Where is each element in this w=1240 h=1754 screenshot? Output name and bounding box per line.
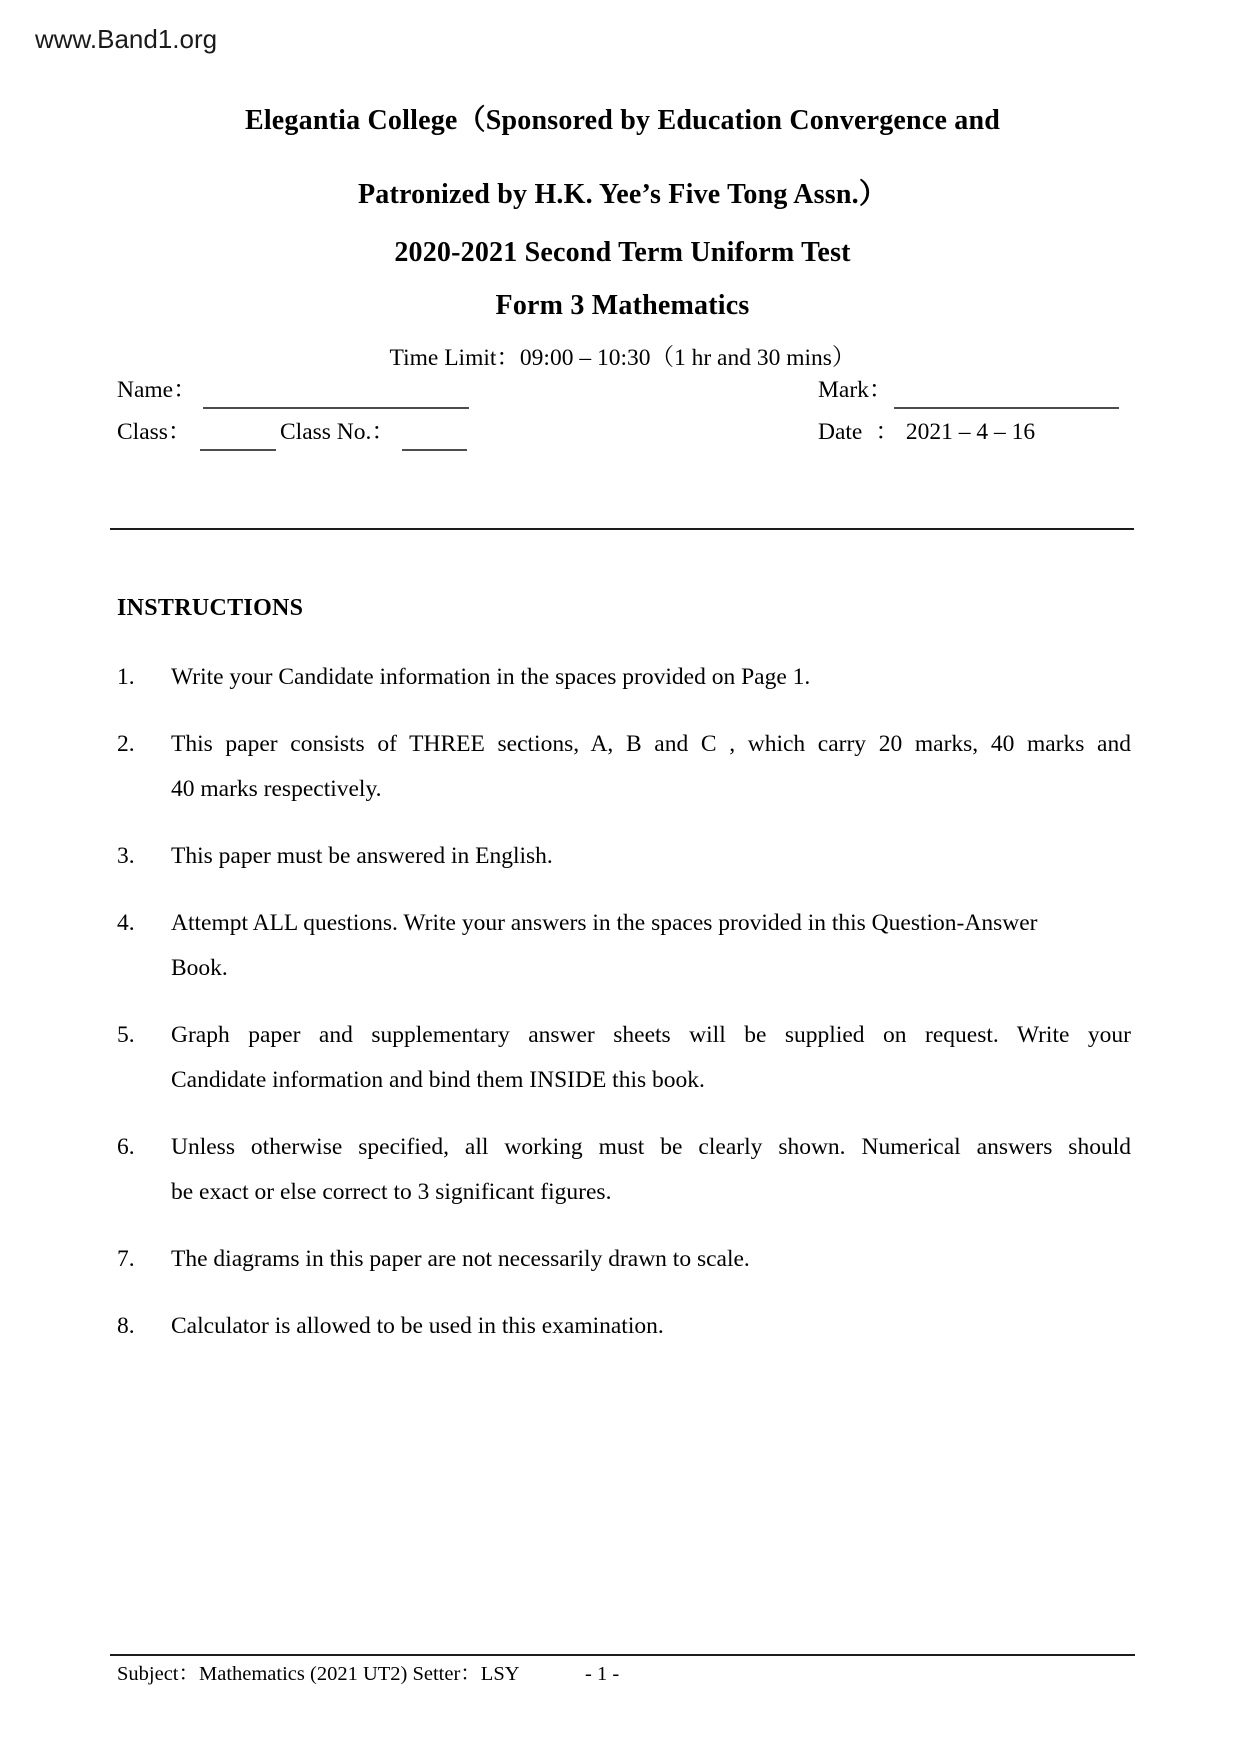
name-field-label: Name：: [117, 377, 197, 403]
watermark-text: www.Band1.org: [35, 24, 218, 54]
instruction-item: [117, 1237, 1131, 1282]
instruction-text: [171, 655, 1131, 700]
instruction-line: Book.: [171, 955, 228, 981]
instruction-text: [171, 901, 1131, 991]
exam-title: 2020-2021 Second Term Uniform Test: [394, 237, 851, 268]
instruction-text: [171, 1237, 1131, 1282]
class-no-blank-line: [402, 423, 467, 451]
instruction-item: [117, 722, 1131, 812]
instruction-line: be exact or else correct to 3 significant figures.: [171, 1179, 612, 1205]
instruction-item: [117, 1013, 1131, 1103]
footer-divider-rule: [110, 1654, 1135, 1656]
date-value: 2021 – 4 – 16: [905, 419, 1036, 445]
instruction-line: Calculator is allowed to be used in this examination.: [171, 1313, 664, 1339]
instruction-number: 4.: [117, 910, 135, 936]
instruction-number: 7.: [117, 1246, 135, 1272]
instruction-number: 1.: [117, 664, 135, 690]
date-field-label: Date: [818, 419, 863, 445]
instruction-line: Unless otherwise specified, all working must be clearly shown. Numerical answers should: [171, 1134, 1131, 1160]
instruction-text: [171, 1125, 1131, 1215]
mark-field-label: Mark：: [818, 377, 893, 403]
instruction-item: [117, 655, 1131, 700]
mark-blank-line: [894, 381, 1119, 409]
instruction-item: [117, 834, 1131, 879]
instruction-number: 6.: [117, 1134, 135, 1160]
subject-title: Form 3 Mathematics: [495, 290, 750, 321]
instruction-line: Graph paper and supplementary answer sheets will be supplied on request. Write your: [171, 1022, 1131, 1048]
class-no-field-label: Class No.：: [280, 419, 395, 445]
footer-subject-setter: Subject：Mathematics (2021 UT2) Setter：LSY: [117, 1663, 520, 1685]
class-blank-line: [200, 423, 276, 451]
instruction-number: 8.: [117, 1313, 135, 1339]
footer-page-number: - 1 -: [585, 1663, 620, 1685]
date-field: [818, 418, 1035, 446]
instruction-number: 5.: [117, 1022, 135, 1048]
instructions-heading: INSTRUCTIONS: [117, 595, 304, 621]
instruction-number: 2.: [117, 731, 135, 757]
instruction-line: Candidate information and bind them INSIDE this book.: [171, 1067, 705, 1093]
instruction-line: Write your Candidate information in the spaces provided on Page 1.: [171, 664, 811, 690]
name-blank-line: [203, 381, 469, 409]
instruction-item: [117, 1304, 1131, 1349]
instruction-item: [117, 901, 1131, 991]
school-title-line2: Patronized by H.K. Yee’s Five Tong Assn.）: [357, 179, 888, 210]
instruction-line: The diagrams in this paper are not necessarily drawn to scale.: [171, 1246, 750, 1272]
instruction-text: [171, 722, 1131, 812]
instruction-line: 40 marks respectively.: [171, 776, 382, 802]
instruction-line: This paper must be answered in English.: [171, 843, 553, 869]
school-title-line1: Elegantia College（Sponsored by Education Convergence and: [244, 105, 1001, 136]
instruction-line: Attempt ALL questions. Write your answers in the spaces provided in this Question-Answer: [171, 910, 1038, 936]
date-field-colon: ：: [875, 419, 899, 445]
instruction-text: [171, 1013, 1131, 1103]
instruction-text: [171, 834, 1131, 879]
class-field-label: Class：: [117, 419, 192, 445]
time-limit-text: Time Limit：09:00 – 10:30（1 hr and 30 mins）: [389, 345, 856, 371]
header-divider-rule: [110, 528, 1134, 530]
instructions-list: [117, 655, 1131, 1371]
instruction-line: This paper consists of THREE sections, A, B and C , which carry 20 marks, 40 marks and: [171, 731, 1131, 757]
instruction-text: [171, 1304, 1131, 1349]
instruction-number: 3.: [117, 843, 135, 869]
instruction-item: [117, 1125, 1131, 1215]
